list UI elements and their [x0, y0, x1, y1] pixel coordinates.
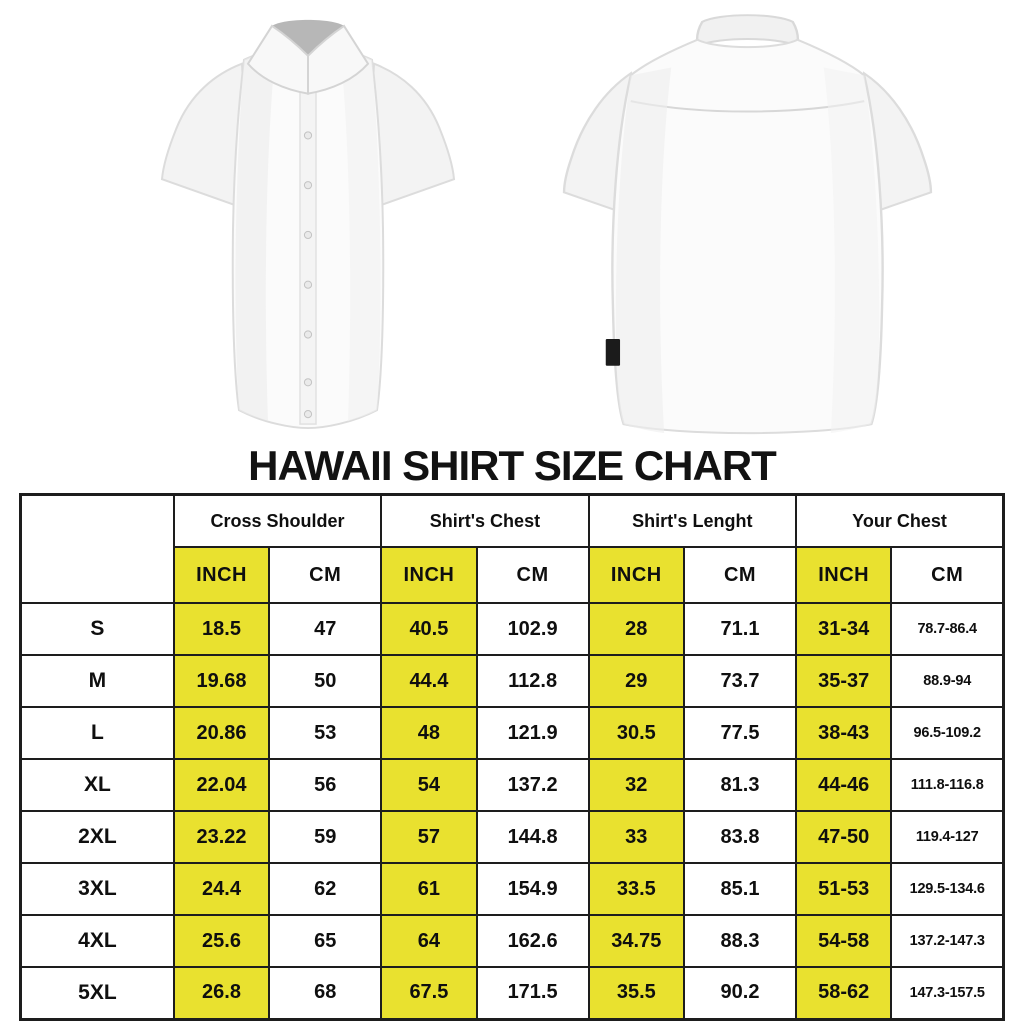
inch-value-cell: 25.6 [174, 915, 269, 967]
table-row [21, 811, 1004, 863]
cm-value-cell: 50 [269, 655, 381, 707]
unit-header-cm: CM [477, 547, 589, 603]
cm-value-cell: 137.2-147.3 [891, 915, 1003, 967]
product-photo-area [0, 0, 1024, 442]
cm-value-cell: 162.6 [477, 915, 589, 967]
inch-value-cell: 18.5 [174, 603, 269, 655]
table-row [21, 967, 1004, 1019]
group-header-shirts-chest: Shirt's Chest [381, 495, 588, 548]
inch-value-cell: 57 [381, 811, 476, 863]
cm-value-cell: 121.9 [477, 707, 589, 759]
inch-value-cell: 54 [381, 759, 476, 811]
table-row [21, 915, 1004, 967]
cm-value-cell: 154.9 [477, 863, 589, 915]
cm-value-cell: 129.5-134.6 [891, 863, 1003, 915]
unit-header-cm: CM [684, 547, 796, 603]
inch-value-cell: 44.4 [381, 655, 476, 707]
cm-value-cell: 147.3-157.5 [891, 967, 1003, 1019]
size-label: 3XL [21, 863, 174, 915]
group-header-your-chest: Your Chest [796, 495, 1003, 548]
inch-value-cell: 24.4 [174, 863, 269, 915]
unit-header-inch: INCH [381, 547, 476, 603]
cm-value-cell: 77.5 [684, 707, 796, 759]
size-chart-table [19, 493, 1005, 1021]
unit-header-cm: CM [891, 547, 1003, 603]
cm-value-cell: 56 [269, 759, 381, 811]
group-header-row [21, 495, 1004, 548]
cm-value-cell: 90.2 [684, 967, 796, 1019]
cm-value-cell: 85.1 [684, 863, 796, 915]
inch-value-cell: 31-34 [796, 603, 891, 655]
inch-value-cell: 23.22 [174, 811, 269, 863]
inch-value-cell: 48 [381, 707, 476, 759]
table-row [21, 863, 1004, 915]
inch-value-cell: 64 [381, 915, 476, 967]
cm-value-cell: 102.9 [477, 603, 589, 655]
inch-value-cell: 40.5 [381, 603, 476, 655]
cm-value-cell: 137.2 [477, 759, 589, 811]
inch-value-cell: 20.86 [174, 707, 269, 759]
cm-value-cell: 47 [269, 603, 381, 655]
shirt-side-tag [606, 339, 620, 366]
inch-value-cell: 35.5 [589, 967, 684, 1019]
corner-cell [21, 495, 174, 604]
cm-value-cell: 71.1 [684, 603, 796, 655]
inch-value-cell: 47-50 [796, 811, 891, 863]
size-label: 5XL [21, 967, 174, 1019]
cm-value-cell: 81.3 [684, 759, 796, 811]
shirt-back-drawing [545, 8, 950, 442]
size-label: 2XL [21, 811, 174, 863]
cm-value-cell: 83.8 [684, 811, 796, 863]
inch-value-cell: 51-53 [796, 863, 891, 915]
cm-value-cell: 73.7 [684, 655, 796, 707]
unit-header-inch: INCH [589, 547, 684, 603]
inch-value-cell: 28 [589, 603, 684, 655]
cm-value-cell: 119.4-127 [891, 811, 1003, 863]
shirt-back-image [545, 8, 950, 442]
cm-value-cell: 144.8 [477, 811, 589, 863]
inch-value-cell: 35-37 [796, 655, 891, 707]
size-label: L [21, 707, 174, 759]
inch-value-cell: 67.5 [381, 967, 476, 1019]
inch-value-cell: 33 [589, 811, 684, 863]
size-label: 4XL [21, 915, 174, 967]
page-title: HAWAII SHIRT SIZE CHART [248, 442, 776, 489]
unit-header-inch: INCH [174, 547, 269, 603]
cm-value-cell: 65 [269, 915, 381, 967]
size-table-body [21, 603, 1004, 1019]
cm-value-cell: 88.3 [684, 915, 796, 967]
size-label: S [21, 603, 174, 655]
cm-value-cell: 112.8 [477, 655, 589, 707]
inch-value-cell: 58-62 [796, 967, 891, 1019]
cm-value-cell: 171.5 [477, 967, 589, 1019]
shirt-front-image [138, 6, 478, 442]
inch-value-cell: 38-43 [796, 707, 891, 759]
cm-value-cell: 111.8-116.8 [891, 759, 1003, 811]
inch-value-cell: 26.8 [174, 967, 269, 1019]
cm-value-cell: 96.5-109.2 [891, 707, 1003, 759]
cm-value-cell: 53 [269, 707, 381, 759]
group-header-shirts-lenght: Shirt's Lenght [589, 495, 796, 548]
inch-value-cell: 33.5 [589, 863, 684, 915]
cm-value-cell: 78.7-86.4 [891, 603, 1003, 655]
cm-value-cell: 88.9-94 [891, 655, 1003, 707]
inch-value-cell: 44-46 [796, 759, 891, 811]
shirt-front-drawing [138, 6, 478, 442]
inch-value-cell: 29 [589, 655, 684, 707]
table-row [21, 707, 1004, 759]
inch-value-cell: 54-58 [796, 915, 891, 967]
group-header-cross-shoulder: Cross Shoulder [174, 495, 381, 548]
inch-value-cell: 61 [381, 863, 476, 915]
table-row [21, 603, 1004, 655]
cm-value-cell: 62 [269, 863, 381, 915]
size-label: M [21, 655, 174, 707]
inch-value-cell: 34.75 [589, 915, 684, 967]
inch-value-cell: 22.04 [174, 759, 269, 811]
cm-value-cell: 59 [269, 811, 381, 863]
inch-value-cell: 19.68 [174, 655, 269, 707]
inch-value-cell: 30.5 [589, 707, 684, 759]
unit-header-inch: INCH [796, 547, 891, 603]
cm-value-cell: 68 [269, 967, 381, 1019]
table-row [21, 759, 1004, 811]
size-label: XL [21, 759, 174, 811]
inch-value-cell: 32 [589, 759, 684, 811]
unit-header-cm: CM [269, 547, 381, 603]
table-row [21, 655, 1004, 707]
